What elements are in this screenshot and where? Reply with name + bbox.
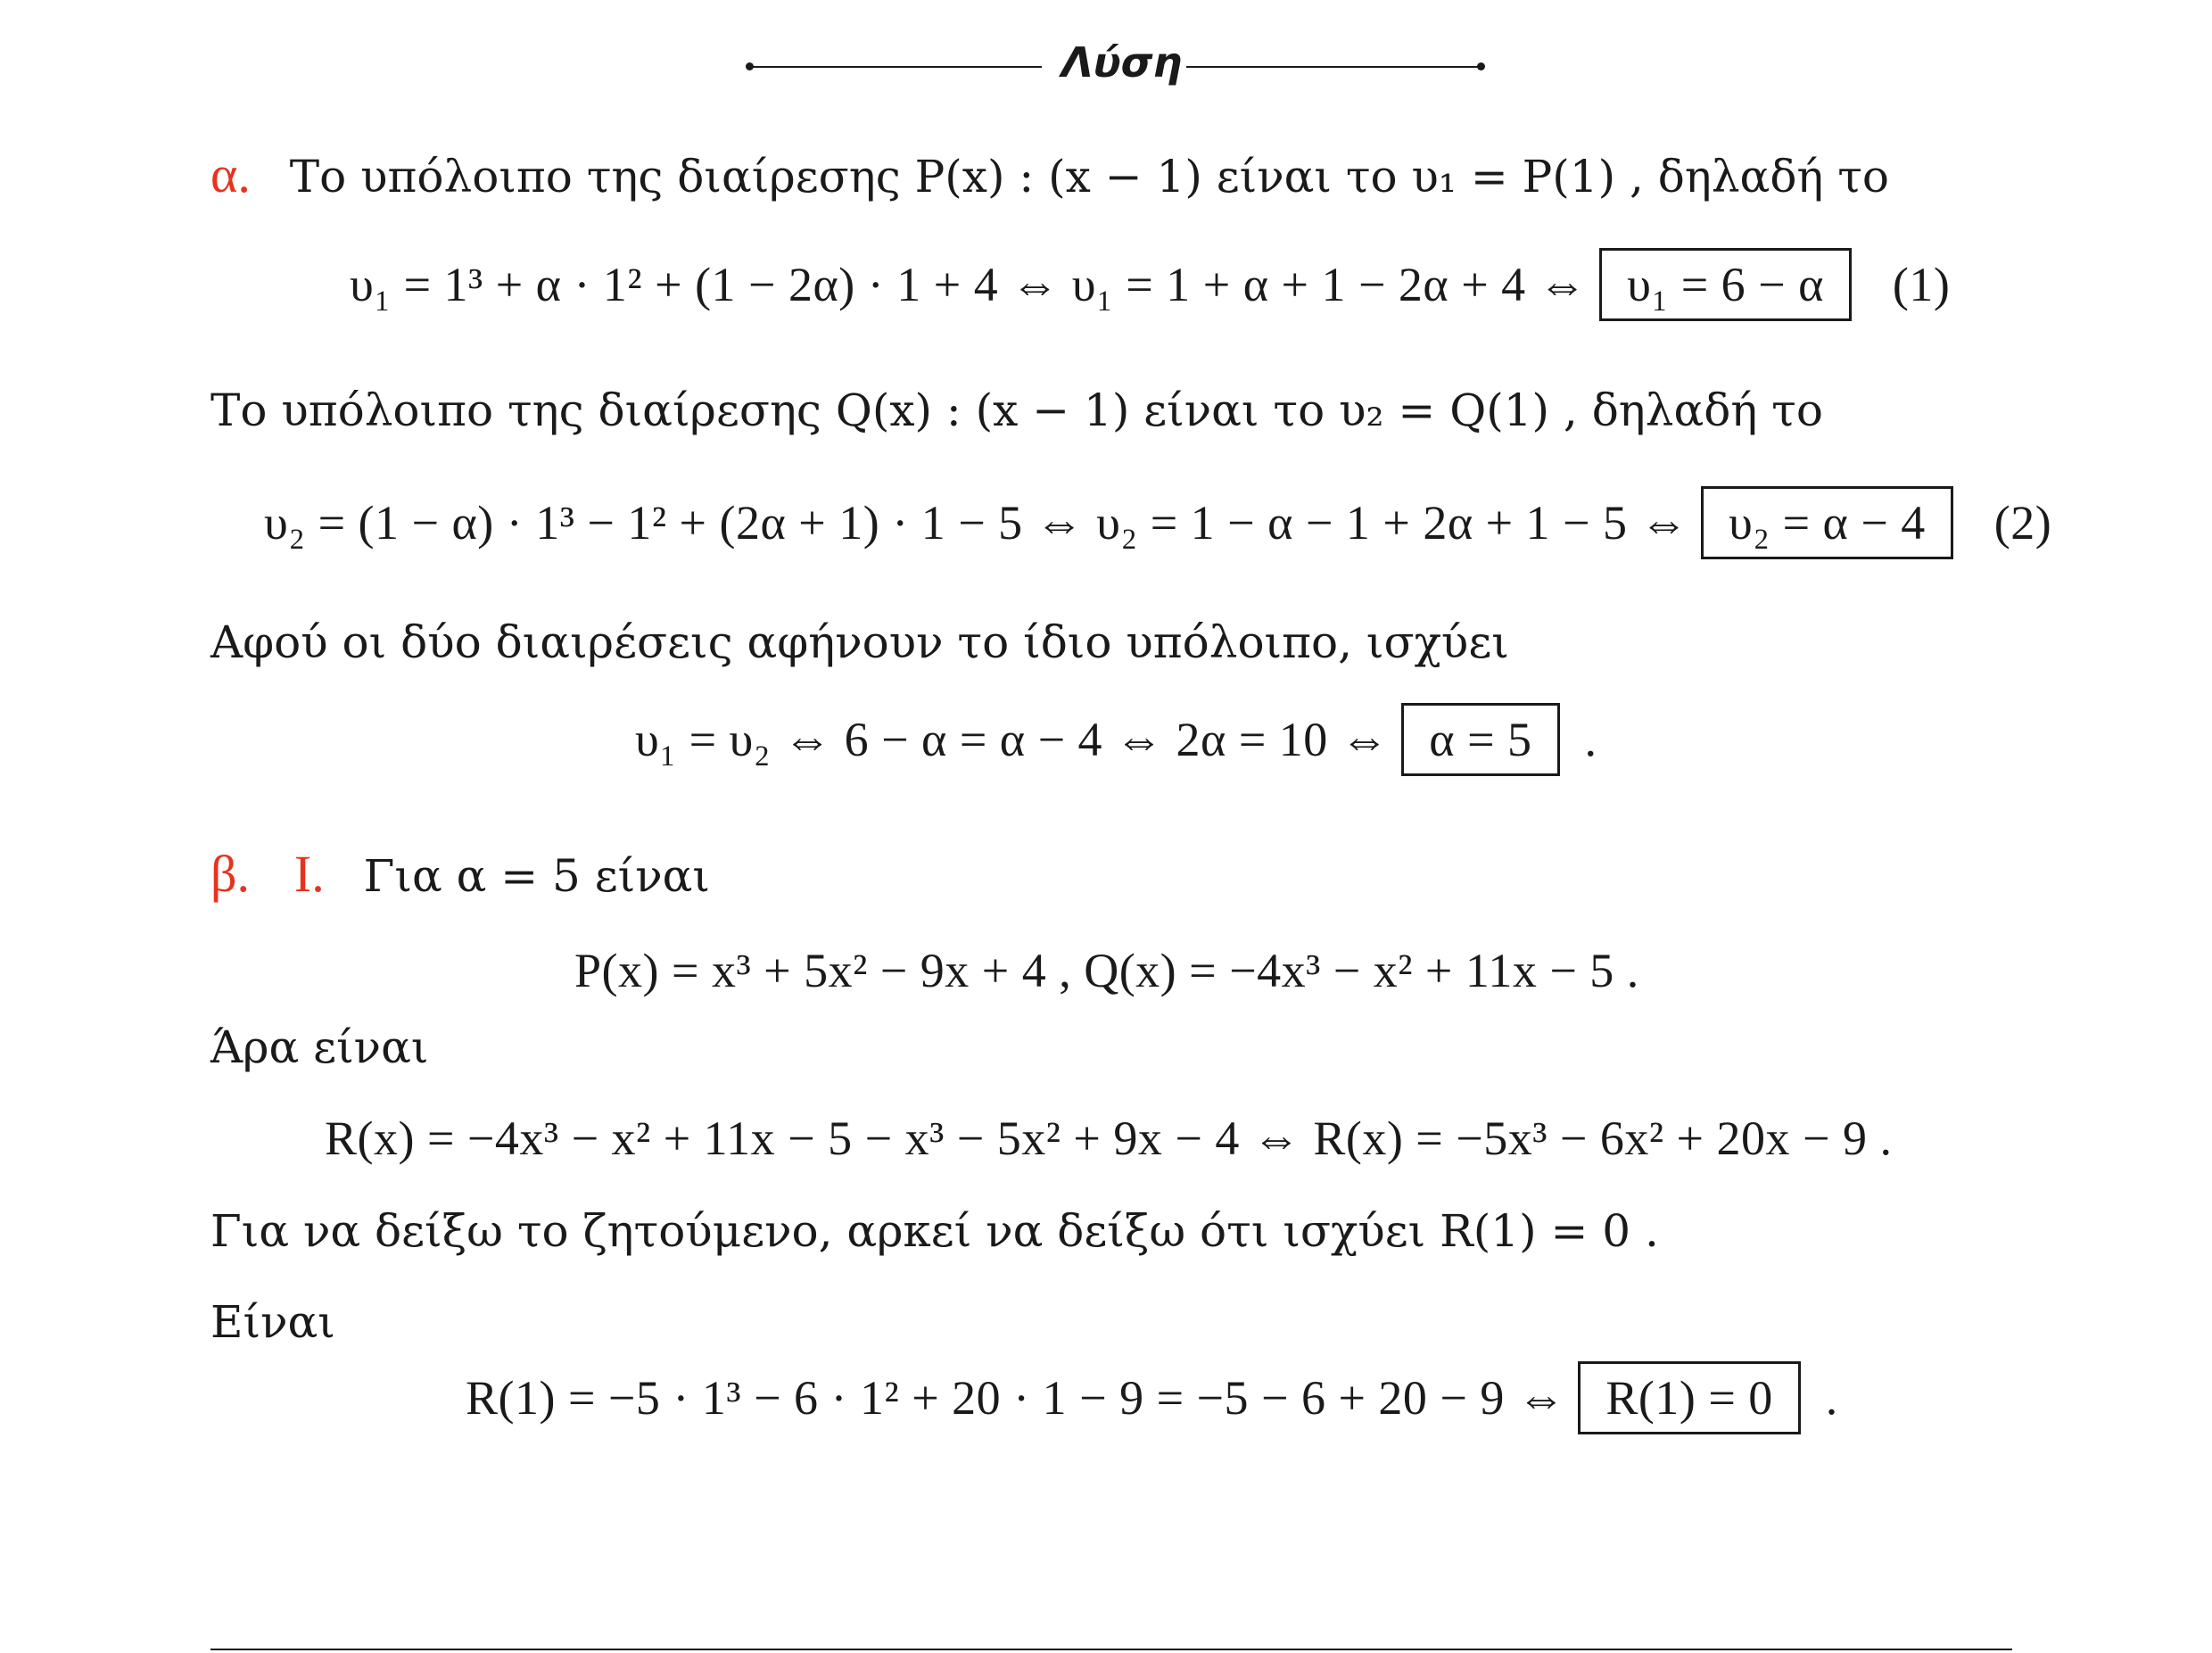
part-b-eq3-line <box>466 1361 1838 1434</box>
header-rule-right-dot <box>1477 62 1485 70</box>
part-b-label: β. <box>210 845 251 903</box>
part-b-is: Είναι <box>210 1296 335 1348</box>
part-a-eq3-line <box>635 703 1597 776</box>
part-a-eq1-box: υ₁ = 6 − α <box>1599 248 1852 321</box>
header-title: Λύση <box>1061 38 1183 87</box>
part-a-eq3: υ₁ = υ₂ ⇔ 6 − α = α − 4 ⇔ 2α = 10 ⇔ <box>635 713 1390 766</box>
part-b-intro-line <box>210 847 710 903</box>
part-b-eq3: R(1) = −5 · 1³ − 6 · 1² + 20 · 1 − 9 = −5 − 6 + 20 − 9 ⇔ <box>466 1371 1566 1425</box>
part-a-eq3-box: α = 5 <box>1401 703 1559 776</box>
part-a-eq2-line <box>264 486 2051 559</box>
part-b-eq2: R(x) = −4x³ − x² + 11x − 5 − x³ − 5x² + 9x − 4 ⇔ R(x) = −5x³ − 6x² + 20x − 9 . <box>325 1112 1893 1165</box>
part-a-intro-line <box>210 145 1890 203</box>
part-a-since: Αφού οι δύο διαιρέσεις αφήνουν το ίδιο υπόλοιπο, ισχύει <box>210 616 1509 668</box>
part-b-eq3-box: R(1) = 0 <box>1578 1361 1800 1434</box>
part-a-label: α. <box>210 145 251 203</box>
header-rule-left <box>749 66 1042 68</box>
part-b-eq1: P(x) = x³ + 5x² − 9x + 4 , Q(x) = −4x³ − x² + 11x − 5 . <box>574 944 1639 997</box>
part-a-eq1-tag: (1) <box>1892 258 1951 311</box>
footer-rule <box>210 1649 2012 1650</box>
part-a-eq1-line <box>350 248 1950 321</box>
part-b-eq3-end: . <box>1825 1371 1838 1425</box>
part-a-eq1: υ₁ = 1³ + α · 1² + (1 − 2α) · 1 + 4 ⇔ υ₁ = 1 + α + 1 − 2α + 4 ⇔ <box>350 258 1588 311</box>
part-a-eq2-box: υ₂ = α − 4 <box>1701 486 1953 559</box>
part-b-intro: Για α = 5 είναι <box>363 850 711 902</box>
part-a-eq2: υ₂ = (1 − α) · 1³ − 1² + (2α + 1) · 1 − 5 ⇔ υ₂ = 1 − α − 1 + 2α + 1 − 5 ⇔ <box>264 496 1689 550</box>
part-a-eq3-end: . <box>1584 713 1597 766</box>
part-a-intro: Το υπόλοιπο της διαίρεσης P(x) : (x − 1) είναι το υ₁ = P(1) , δηλαδή το <box>289 151 1890 202</box>
header-rule-right <box>1186 66 1481 68</box>
part-b-therefore: Άρα είναι <box>210 1021 429 1073</box>
part-b-sublabel: I. <box>293 845 325 903</box>
part-a-intro2: Το υπόλοιπο της διαίρεσης Q(x) : (x − 1) είναι το υ₂ = Q(1) , δηλαδή το <box>210 384 1823 436</box>
part-a-eq2-tag: (2) <box>1993 496 2052 550</box>
part-b-goal: Για να δείξω το ζητούμενο, αρκεί να δείξω ότι ισχύει R(1) = 0 . <box>210 1205 1659 1257</box>
